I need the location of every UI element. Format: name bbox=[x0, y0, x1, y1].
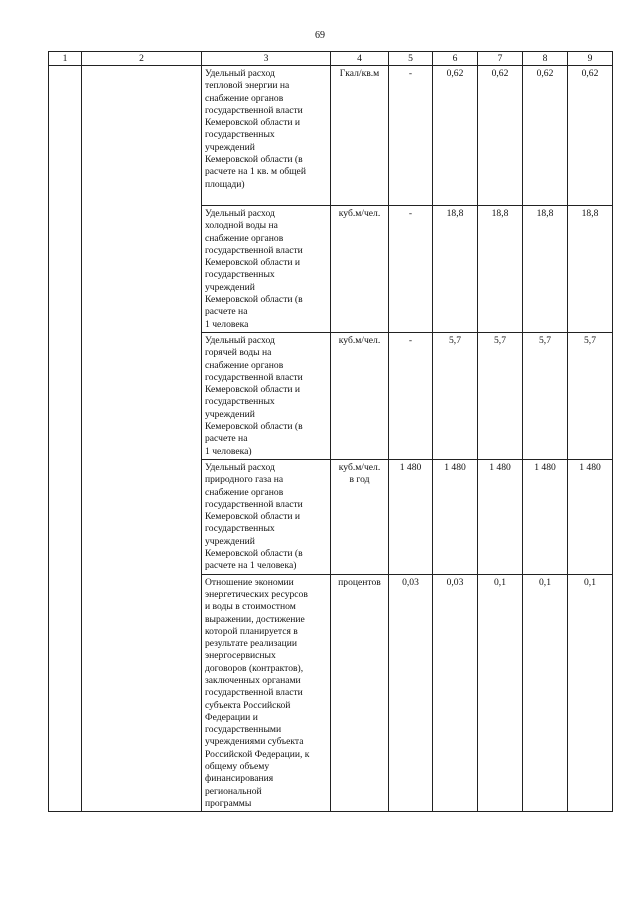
unit-cell: процентов bbox=[331, 574, 389, 812]
value-cell: 1 480 bbox=[433, 459, 478, 574]
value-cell: 1 480 bbox=[568, 459, 613, 574]
column-header: 1 bbox=[49, 52, 82, 66]
value-cell: 5,7 bbox=[568, 332, 613, 459]
column-header: 3 bbox=[202, 52, 331, 66]
column-header: 6 bbox=[433, 52, 478, 66]
indicator-description: Удельный расход холодной воды на снабжение органов государственной власти Кемеровской области и государственных учреждений Кемеровской области (в расчете на 1 человека bbox=[202, 206, 331, 333]
value-cell: 0,62 bbox=[523, 66, 568, 206]
value-cell: 0,62 bbox=[478, 66, 523, 206]
value-cell: 18,8 bbox=[568, 206, 613, 333]
value-cell: 1 480 bbox=[389, 459, 433, 574]
value-cell: - bbox=[389, 66, 433, 206]
value-cell: - bbox=[389, 206, 433, 333]
table-row bbox=[49, 66, 613, 206]
indicators-table bbox=[48, 51, 613, 812]
empty-cell-col2 bbox=[82, 66, 202, 812]
value-cell: 5,7 bbox=[478, 332, 523, 459]
unit-cell: куб.м/чел. bbox=[331, 206, 389, 333]
indicator-description: Удельный расход горячей воды на снабжение органов государственной власти Кемеровской области и государственных учреждений Кемеровской области (в расчете на 1 человека) bbox=[202, 332, 331, 459]
column-header: 9 bbox=[568, 52, 613, 66]
indicator-description: Отношение экономии энергетических ресурсов и воды в стоимостном выражении, достижение которой планируется в результате реализации энергосервисных договоров (контрактов), заключенных органами государственной власти субъекта Российской Федерации и государственными учреждениями субъекта Российской Федерации, к общему объему финансирования региональной программы bbox=[202, 574, 331, 812]
unit-cell: Гкал/кв.м bbox=[331, 66, 389, 206]
column-header: 2 bbox=[82, 52, 202, 66]
value-cell: - bbox=[389, 332, 433, 459]
value-cell: 0,62 bbox=[568, 66, 613, 206]
unit-cell: куб.м/чел. bbox=[331, 332, 389, 459]
value-cell: 0,62 bbox=[433, 66, 478, 206]
page-number: 69 bbox=[315, 30, 325, 41]
value-cell: 0,1 bbox=[523, 574, 568, 812]
value-cell: 1 480 bbox=[478, 459, 523, 574]
value-cell: 18,8 bbox=[478, 206, 523, 333]
value-cell: 0,1 bbox=[478, 574, 523, 812]
value-cell: 0,03 bbox=[389, 574, 433, 812]
column-number-row bbox=[49, 52, 613, 66]
unit-cell: куб.м/чел. в год bbox=[331, 459, 389, 574]
value-cell: 5,7 bbox=[433, 332, 478, 459]
column-header: 7 bbox=[478, 52, 523, 66]
value-cell: 18,8 bbox=[523, 206, 568, 333]
indicator-description: Удельный расход тепловой энергии на снабжение органов государственной власти Кемеровской области и государственных учреждений Кемеровской области (в расчете на 1 кв. м общей площади) bbox=[202, 66, 331, 206]
value-cell: 18,8 bbox=[433, 206, 478, 333]
value-cell: 5,7 bbox=[523, 332, 568, 459]
value-cell: 1 480 bbox=[523, 459, 568, 574]
indicator-description: Удельный расход природного газа на снабжение органов государственной власти Кемеровской области и государственных учреждений Кемеровской области (в расчете на 1 человека) bbox=[202, 459, 331, 574]
empty-cell-col1 bbox=[49, 66, 82, 812]
value-cell: 0,1 bbox=[568, 574, 613, 812]
column-header: 4 bbox=[331, 52, 389, 66]
column-header: 5 bbox=[389, 52, 433, 66]
value-cell: 0,03 bbox=[433, 574, 478, 812]
column-header: 8 bbox=[523, 52, 568, 66]
